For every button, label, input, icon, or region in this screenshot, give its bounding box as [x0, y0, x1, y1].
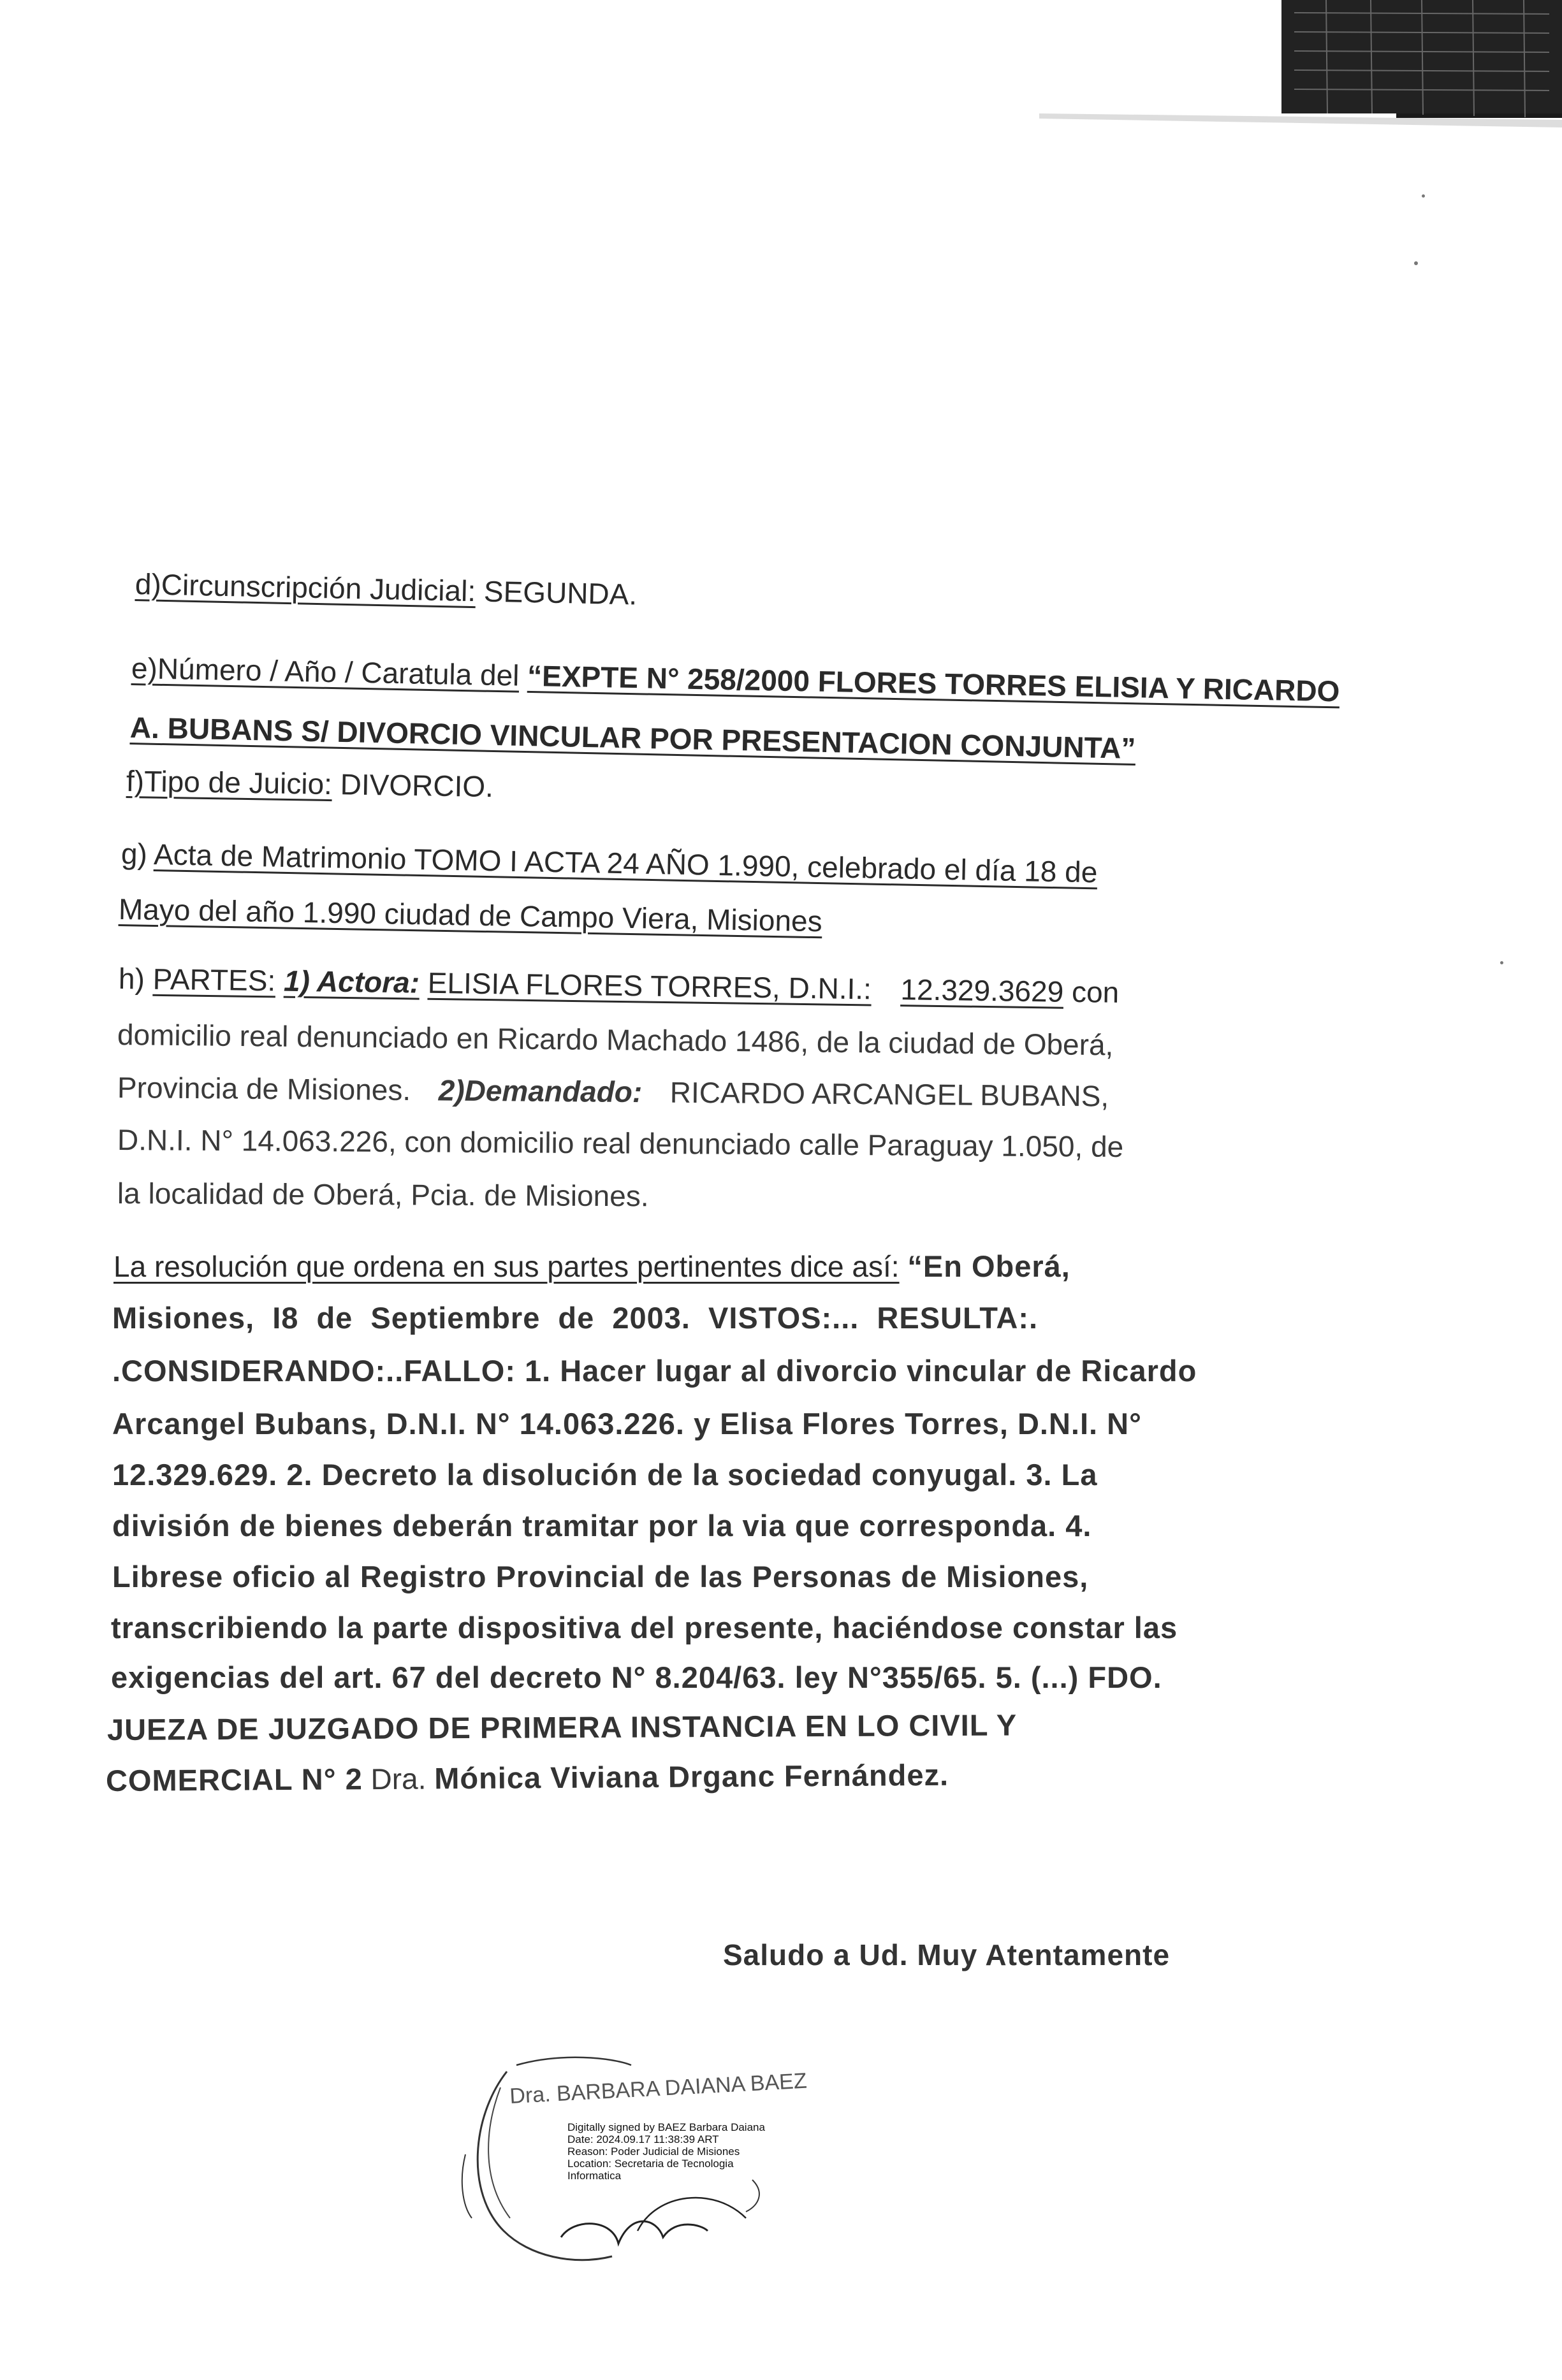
item-h-line3: [117, 1073, 1109, 1111]
item-h-line1: [119, 964, 1120, 1007]
item-e-value-1: “EXPTE N° 258/2000 FLORES TORRES ELISIA Y RICARDO: [527, 658, 1340, 708]
item-e-line2: A. BUBANS S/ DIVORCIO VINCULAR POR PRESENTACION CONJUNTA”: [129, 711, 1136, 766]
item-g-line1: [121, 839, 1098, 887]
speck: [1500, 961, 1503, 964]
item-e-line1: [131, 653, 1340, 706]
resolution-intro: La resolución que ordena en sus partes pertinentes dice así:: [113, 1250, 900, 1283]
item-f: [126, 764, 494, 804]
resolution-line-last: [105, 1757, 949, 1797]
item-h-line5: la localidad de Oberá, Pcia. de Misiones.: [117, 1177, 649, 1213]
item-d-value: SEGUNDA.: [483, 574, 638, 611]
judge-name: Mónica Viviana Drganc Fernández.: [434, 1757, 949, 1796]
item-h-line4: D.N.I. N° 14.063.226, con domicilio real denunciado calle Paraguay 1.050, de: [117, 1123, 1124, 1164]
actora-label: 1) Actora:: [283, 964, 420, 999]
item-h-line3-b: RICARDO ARCANGEL BUBANS,: [669, 1075, 1109, 1113]
resolution-text-1: Misiones, I8 de Septiembre de 2003. VISTOS:... RESULTA:.: [112, 1301, 1039, 1335]
speck: [1422, 194, 1425, 198]
actora-dni: 12.329.3629: [900, 973, 1064, 1008]
resolution-text-5: división de bienes deberán tramitar por la via que corresponda. 4.: [112, 1509, 1092, 1542]
item-f-value: DIVORCIO.: [340, 767, 494, 804]
closing-text: Saludo a Ud. Muy Atentamente: [723, 1938, 1171, 1971]
partes-label: PARTES:: [152, 962, 276, 998]
actora-name: ELISIA FLORES TORRES, D.N.I.:: [427, 966, 872, 1006]
resolution-text-0: “En Oberá,: [907, 1249, 1070, 1283]
resolution-text-8: exigencias del art. 67 del decreto N° 8.204/63. ley N°355/65. 5. (...) FDO.: [111, 1660, 1162, 1694]
item-f-label: f)Tipo de Juicio:: [126, 764, 333, 801]
stamp-text: Dra. BARBARA DAIANA BAEZ: [509, 2068, 808, 2108]
item-g-prefix: g): [120, 837, 148, 871]
resolution-line-1: [113, 1251, 1070, 1281]
resolution-text-9: JUEZA DE JUZGADO DE PRIMERA INSTANCIA EN LO CIVIL Y: [106, 1708, 1018, 1746]
demandado-label: 2)Demandado:: [438, 1073, 643, 1109]
item-h-line2: domicilio real denunciado en Ricardo Machado 1486, de la ciudad de Oberá,: [117, 1018, 1114, 1062]
resolution-text-6: Librese oficio al Registro Provincial de las Personas de Misiones,: [112, 1560, 1089, 1593]
item-h-line3-a: Provincia de Misiones.: [117, 1071, 411, 1107]
item-h-prefix: h): [118, 962, 145, 996]
item-e-label: e)Número / Año / Caratula del: [131, 651, 520, 692]
resolution-text-7: transcribiendo la parte dispositiva del presente, haciéndose constar las: [111, 1611, 1178, 1644]
item-d-label: d)Circunscripción Judicial:: [135, 567, 476, 608]
resolution-text-10: COMERCIAL N° 2: [105, 1762, 363, 1797]
digital-line-4: Location: Secretaria de Tecnologia: [567, 2158, 734, 2170]
speck: [1414, 261, 1418, 265]
resolution-text-2: .CONSIDERANDO:..FALLO: 1. Hacer lugar al divorcio vincular de Ricardo: [112, 1354, 1197, 1388]
item-d: [135, 569, 638, 609]
digital-line-5: Informatica: [567, 2170, 622, 2182]
scan-artifact: [1039, 0, 1562, 159]
resolution-dra: Dra.: [370, 1762, 427, 1796]
digital-signature-info: [567, 2121, 765, 2182]
resolution-text-4: 12.329.629. 2. Decreto la disolución de la sociedad conyugal. 3. La: [112, 1458, 1098, 1491]
actora-con: con: [1071, 975, 1120, 1009]
digital-line-2: Date: 2024.09.17 11:38:39 ART: [567, 2133, 719, 2145]
resolution-text-3: Arcangel Bubans, D.N.I. N° 14.063.226. y Elisa Flores Torres, D.N.I. N°: [112, 1407, 1142, 1440]
item-g-text-1: Acta de Matrimonio TOMO I ACTA 24 AÑO 1.990, celebrado el día 18 de: [153, 837, 1098, 889]
item-g-line2: Mayo del año 1.990 ciudad de Campo Viera, Misiones: [118, 892, 823, 938]
digital-line-3: Reason: Poder Judicial de Misiones: [567, 2145, 740, 2158]
digital-line-1: Digitally signed by BAEZ Barbara Daiana: [567, 2121, 765, 2133]
